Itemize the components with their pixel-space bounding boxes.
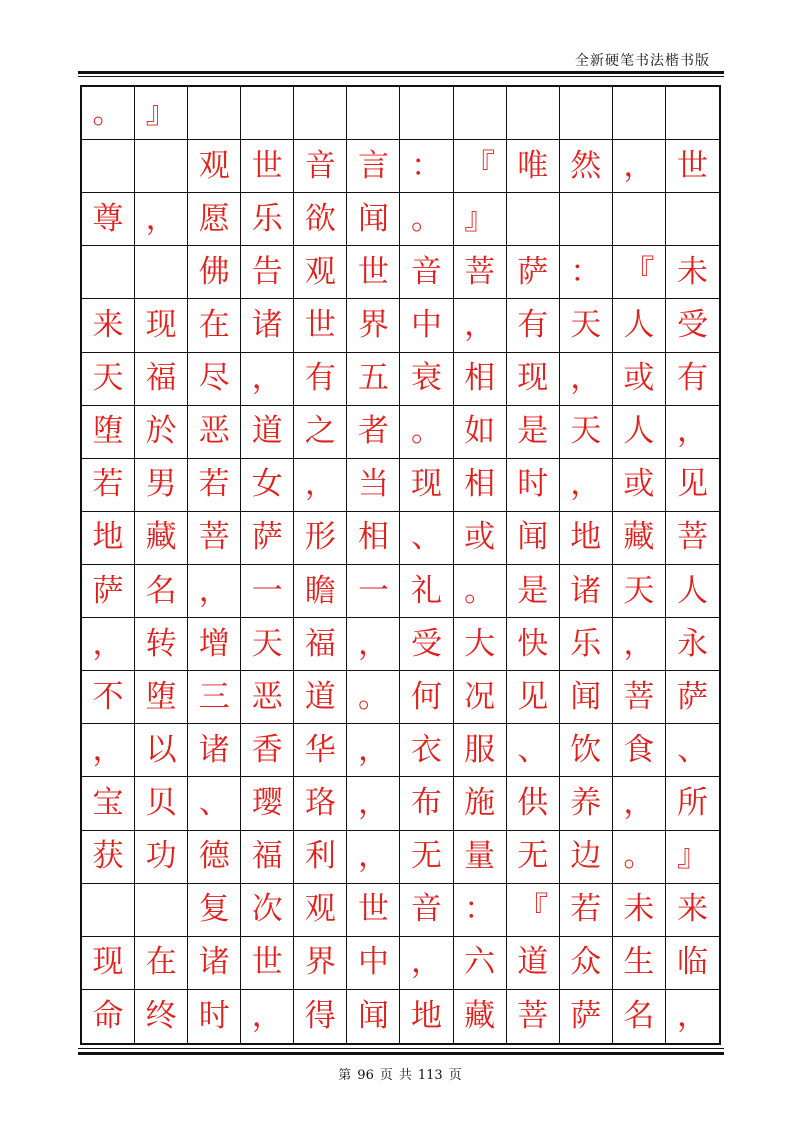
grid-cell: 、 <box>400 512 453 565</box>
footer-rule-thin <box>78 1048 724 1049</box>
grid-cell: 诸 <box>188 937 241 990</box>
grid-cell: 诸 <box>188 724 241 777</box>
grid-cell <box>613 193 666 246</box>
grid-cell: 见 <box>666 459 719 512</box>
grid-cell: 来 <box>82 299 135 352</box>
grid-cell: 天 <box>613 565 666 618</box>
grid-cell: 萨 <box>666 671 719 724</box>
grid-cell <box>560 87 613 140</box>
grid-cell: 相 <box>454 353 507 406</box>
grid-cell: 是 <box>507 406 560 459</box>
grid-cell: 萨 <box>82 565 135 618</box>
grid-cell: 『 <box>454 140 507 193</box>
grid-cell: 众 <box>560 937 613 990</box>
grid-cell: 在 <box>188 299 241 352</box>
grid-cell: ， <box>560 353 613 406</box>
page-number: 96 <box>357 1068 374 1083</box>
grid-cell: 五 <box>347 353 400 406</box>
header-rule <box>78 71 724 74</box>
grid-cell: 、 <box>666 724 719 777</box>
grid-cell: 菩 <box>613 671 666 724</box>
grid-cell: 香 <box>241 724 294 777</box>
grid-cell: ， <box>82 618 135 671</box>
grid-cell: 受 <box>666 299 719 352</box>
grid-cell <box>507 193 560 246</box>
grid-cell: 况 <box>454 671 507 724</box>
grid-cell: 量 <box>454 831 507 884</box>
grid-cell: 人 <box>666 565 719 618</box>
grid-cell: 』 <box>454 193 507 246</box>
grid-cell: 现 <box>507 353 560 406</box>
grid-cell: 见 <box>507 671 560 724</box>
grid-cell: 』 <box>666 831 719 884</box>
grid-cell: 终 <box>135 990 188 1043</box>
grid-cell: 转 <box>135 618 188 671</box>
grid-cell: 天 <box>241 618 294 671</box>
grid-cell <box>347 87 400 140</box>
grid-cell: 宝 <box>82 777 135 830</box>
grid-cell: 以 <box>135 724 188 777</box>
grid-cell: 、 <box>188 777 241 830</box>
grid-cell: 增 <box>188 618 241 671</box>
grid-cell: 六 <box>454 937 507 990</box>
grid-cell: 来 <box>666 884 719 937</box>
footer-total-label: 共 <box>398 1068 412 1083</box>
grid-cell: 萨 <box>560 990 613 1043</box>
grid-cell: ： <box>560 246 613 299</box>
grid-cell: 无 <box>507 831 560 884</box>
grid-cell: 相 <box>347 512 400 565</box>
grid-cell <box>666 87 719 140</box>
grid-cell: 现 <box>135 299 188 352</box>
grid-cell: ， <box>347 618 400 671</box>
grid-cell: 尊 <box>82 193 135 246</box>
grid-cell <box>135 246 188 299</box>
grid-cell: ， <box>135 193 188 246</box>
grid-cell: 服 <box>454 724 507 777</box>
grid-cell: 或 <box>613 459 666 512</box>
grid-cell: 璎 <box>241 777 294 830</box>
grid-cell: 诸 <box>560 565 613 618</box>
grid-cell: 有 <box>666 353 719 406</box>
grid-cell: 告 <box>241 246 294 299</box>
page-footer <box>0 1064 800 1083</box>
grid-cell: 闻 <box>507 512 560 565</box>
grid-cell <box>400 87 453 140</box>
grid-cell: 食 <box>613 724 666 777</box>
grid-cell: 言 <box>347 140 400 193</box>
grid-cell: 不 <box>82 671 135 724</box>
grid-cell: 中 <box>347 937 400 990</box>
grid-cell: 未 <box>613 884 666 937</box>
grid-cell: 音 <box>294 140 347 193</box>
grid-cell: 世 <box>241 140 294 193</box>
grid-cell: 永 <box>666 618 719 671</box>
grid-cell: 饮 <box>560 724 613 777</box>
grid-cell: 或 <box>613 353 666 406</box>
grid-cell: 福 <box>135 353 188 406</box>
grid-cell <box>82 246 135 299</box>
grid-cell: 世 <box>241 937 294 990</box>
grid-cell: 天 <box>560 406 613 459</box>
grid-cell: 尽 <box>188 353 241 406</box>
grid-cell: ： <box>400 140 453 193</box>
grid-cell: 受 <box>400 618 453 671</box>
grid-cell: 界 <box>294 937 347 990</box>
grid-cell: 现 <box>400 459 453 512</box>
grid-cell: 菩 <box>188 512 241 565</box>
grid-cell <box>82 884 135 937</box>
footer-total-unit: 页 <box>448 1068 462 1083</box>
grid-cell: 恶 <box>188 406 241 459</box>
grid-cell: ， <box>241 990 294 1043</box>
grid-cell: ， <box>613 618 666 671</box>
grid-cell: 。 <box>613 831 666 884</box>
grid-cell: 衰 <box>400 353 453 406</box>
grid-cell: 相 <box>454 459 507 512</box>
grid-cell: 有 <box>507 299 560 352</box>
grid-cell: ， <box>347 724 400 777</box>
grid-cell: 福 <box>241 831 294 884</box>
grid-cell: 』 <box>135 87 188 140</box>
grid-cell: 大 <box>454 618 507 671</box>
grid-cell: 诸 <box>241 299 294 352</box>
grid-cell: 人 <box>613 299 666 352</box>
grid-cell: 女 <box>241 459 294 512</box>
grid-cell: 珞 <box>294 777 347 830</box>
grid-cell: ， <box>676 997 708 1034</box>
grid-cell: ， <box>400 937 453 990</box>
grid-cell: 。 <box>347 671 400 724</box>
grid-cell: 快 <box>507 618 560 671</box>
grid-cell: 藏 <box>613 512 666 565</box>
grid-cell: 藏 <box>135 512 188 565</box>
grid-cell: 如 <box>454 406 507 459</box>
grid-cell: ， <box>613 777 666 830</box>
grid-cell: 然 <box>560 140 613 193</box>
grid-cell: 音 <box>400 884 453 937</box>
grid-cell: 利 <box>294 831 347 884</box>
grid-cell: ， <box>666 406 719 459</box>
grid-cell: 天 <box>82 353 135 406</box>
grid-cell: 华 <box>294 724 347 777</box>
grid-cell: 地 <box>400 990 453 1043</box>
grid-cell: 一 <box>347 565 400 618</box>
grid-cell: 名 <box>613 990 666 1043</box>
grid-cell: ， <box>347 831 400 884</box>
header-rule-thin <box>78 76 724 77</box>
grid-cell: 施 <box>454 777 507 830</box>
grid-cell: 世 <box>347 884 400 937</box>
total-pages: 113 <box>417 1068 443 1083</box>
grid-cell: 德 <box>188 831 241 884</box>
grid-cell: 堕 <box>135 671 188 724</box>
grid-cell: 现 <box>82 937 135 990</box>
grid-cell: 。 <box>400 193 453 246</box>
grid-cell: 形 <box>294 512 347 565</box>
grid-cell: 道 <box>507 937 560 990</box>
grid-cell: ， <box>188 565 241 618</box>
grid-cell: 得 <box>294 990 347 1043</box>
grid-cell <box>454 87 507 140</box>
grid-cell: 无 <box>400 831 453 884</box>
grid-cell: 命 <box>82 990 135 1043</box>
grid-cell: 世 <box>347 246 400 299</box>
grid-cell: 临 <box>666 937 719 990</box>
grid-cell: 衣 <box>400 724 453 777</box>
grid-cell: 或 <box>454 512 507 565</box>
grid-cell: 观 <box>294 884 347 937</box>
grid-cell: 菩 <box>454 246 507 299</box>
grid-cell: 藏 <box>454 990 507 1043</box>
grid-cell <box>507 87 560 140</box>
grid-cell: 界 <box>347 299 400 352</box>
grid-cell: 若 <box>82 459 135 512</box>
grid-cell: 若 <box>560 884 613 937</box>
grid-cell: 萨 <box>507 246 560 299</box>
grid-cell: 愿 <box>188 193 241 246</box>
grid-cell: 『 <box>507 884 560 937</box>
grid-cell: 养 <box>560 777 613 830</box>
grid-cell: 恶 <box>241 671 294 724</box>
grid-cell: ， <box>347 777 400 830</box>
grid-cell: 。 <box>454 565 507 618</box>
grid-cell: 菩 <box>507 990 560 1043</box>
grid-cell: 闻 <box>560 671 613 724</box>
grid-cell: 功 <box>135 831 188 884</box>
grid-cell: 道 <box>294 671 347 724</box>
grid-cell: ， <box>454 299 507 352</box>
grid-cell <box>241 87 294 140</box>
grid-cell: 观 <box>188 140 241 193</box>
grid-cell: 若 <box>188 459 241 512</box>
grid-cell: 地 <box>560 512 613 565</box>
grid-cell: 佛 <box>188 246 241 299</box>
grid-cell: 唯 <box>507 140 560 193</box>
grid-cell: 堕 <box>82 406 135 459</box>
grid-cell: 音 <box>400 246 453 299</box>
grid-cell: 供 <box>507 777 560 830</box>
grid-cell: 名 <box>135 565 188 618</box>
grid-cell: 闻 <box>347 193 400 246</box>
grid-cell <box>666 193 719 246</box>
grid-cell: 复 <box>188 884 241 937</box>
grid-cell: 获 <box>82 831 135 884</box>
grid-cell: 乐 <box>241 193 294 246</box>
grid-cell: 欲 <box>294 193 347 246</box>
grid-cell <box>135 140 188 193</box>
grid-cell: 乐 <box>560 618 613 671</box>
grid-cell: 贝 <box>135 777 188 830</box>
grid-cell: 观 <box>294 246 347 299</box>
grid-cell: 时 <box>507 459 560 512</box>
grid-cell: 男 <box>135 459 188 512</box>
grid-cell: 。 <box>400 406 453 459</box>
grid-cell: 生 <box>613 937 666 990</box>
footer-rule <box>78 1052 724 1055</box>
grid-cell: 。 <box>82 87 135 140</box>
grid-cell: ， <box>613 140 666 193</box>
grid-cell: 地 <box>82 512 135 565</box>
grid-cell: 道 <box>241 406 294 459</box>
grid-cell: 是 <box>507 565 560 618</box>
grid-cell: 中 <box>400 299 453 352</box>
grid-cell: 之 <box>294 406 347 459</box>
writing-grid <box>80 85 721 1045</box>
grid-cell: 所 <box>666 777 719 830</box>
grid-cell: 『 <box>613 246 666 299</box>
grid-cell: 时 <box>188 990 241 1043</box>
grid-cell <box>188 87 241 140</box>
header-title: 全新硬笔书法楷书版 <box>575 53 710 69</box>
grid-cell <box>613 87 666 140</box>
grid-cell: ， <box>82 724 135 777</box>
grid-cell: ， <box>560 459 613 512</box>
grid-cell: 边 <box>560 831 613 884</box>
grid-cell: 礼 <box>400 565 453 618</box>
grid-cell: 萨 <box>241 512 294 565</box>
grid-cell: 一 <box>241 565 294 618</box>
grid-cell: 三 <box>188 671 241 724</box>
grid-cell: 在 <box>135 937 188 990</box>
grid-cell: ： <box>454 884 507 937</box>
grid-cell: 福 <box>294 618 347 671</box>
grid-cell: 当 <box>347 459 400 512</box>
grid-cell: 何 <box>400 671 453 724</box>
grid-cell: 者 <box>347 406 400 459</box>
grid-cell: 世 <box>294 299 347 352</box>
grid-cell: 闻 <box>347 990 400 1043</box>
grid-cell <box>135 884 188 937</box>
grid-cell <box>560 193 613 246</box>
grid-cell: 次 <box>241 884 294 937</box>
footer-page-unit: 页 <box>379 1068 393 1083</box>
grid-cell: 於 <box>135 406 188 459</box>
grid-cell: 世 <box>666 140 719 193</box>
grid-cell <box>294 87 347 140</box>
grid-cell: 瞻 <box>294 565 347 618</box>
grid-cell: 人 <box>613 406 666 459</box>
grid-cell: ， <box>241 353 294 406</box>
grid-cell <box>82 140 135 193</box>
grid-cell: 天 <box>560 299 613 352</box>
grid-cell: 有 <box>294 353 347 406</box>
grid-cell: 布 <box>400 777 453 830</box>
footer-prefix: 第 <box>338 1068 352 1083</box>
grid-cell: ， <box>294 459 347 512</box>
grid-cell: 未 <box>666 246 719 299</box>
grid-cell: 、 <box>507 724 560 777</box>
grid-cell: 菩 <box>666 512 719 565</box>
